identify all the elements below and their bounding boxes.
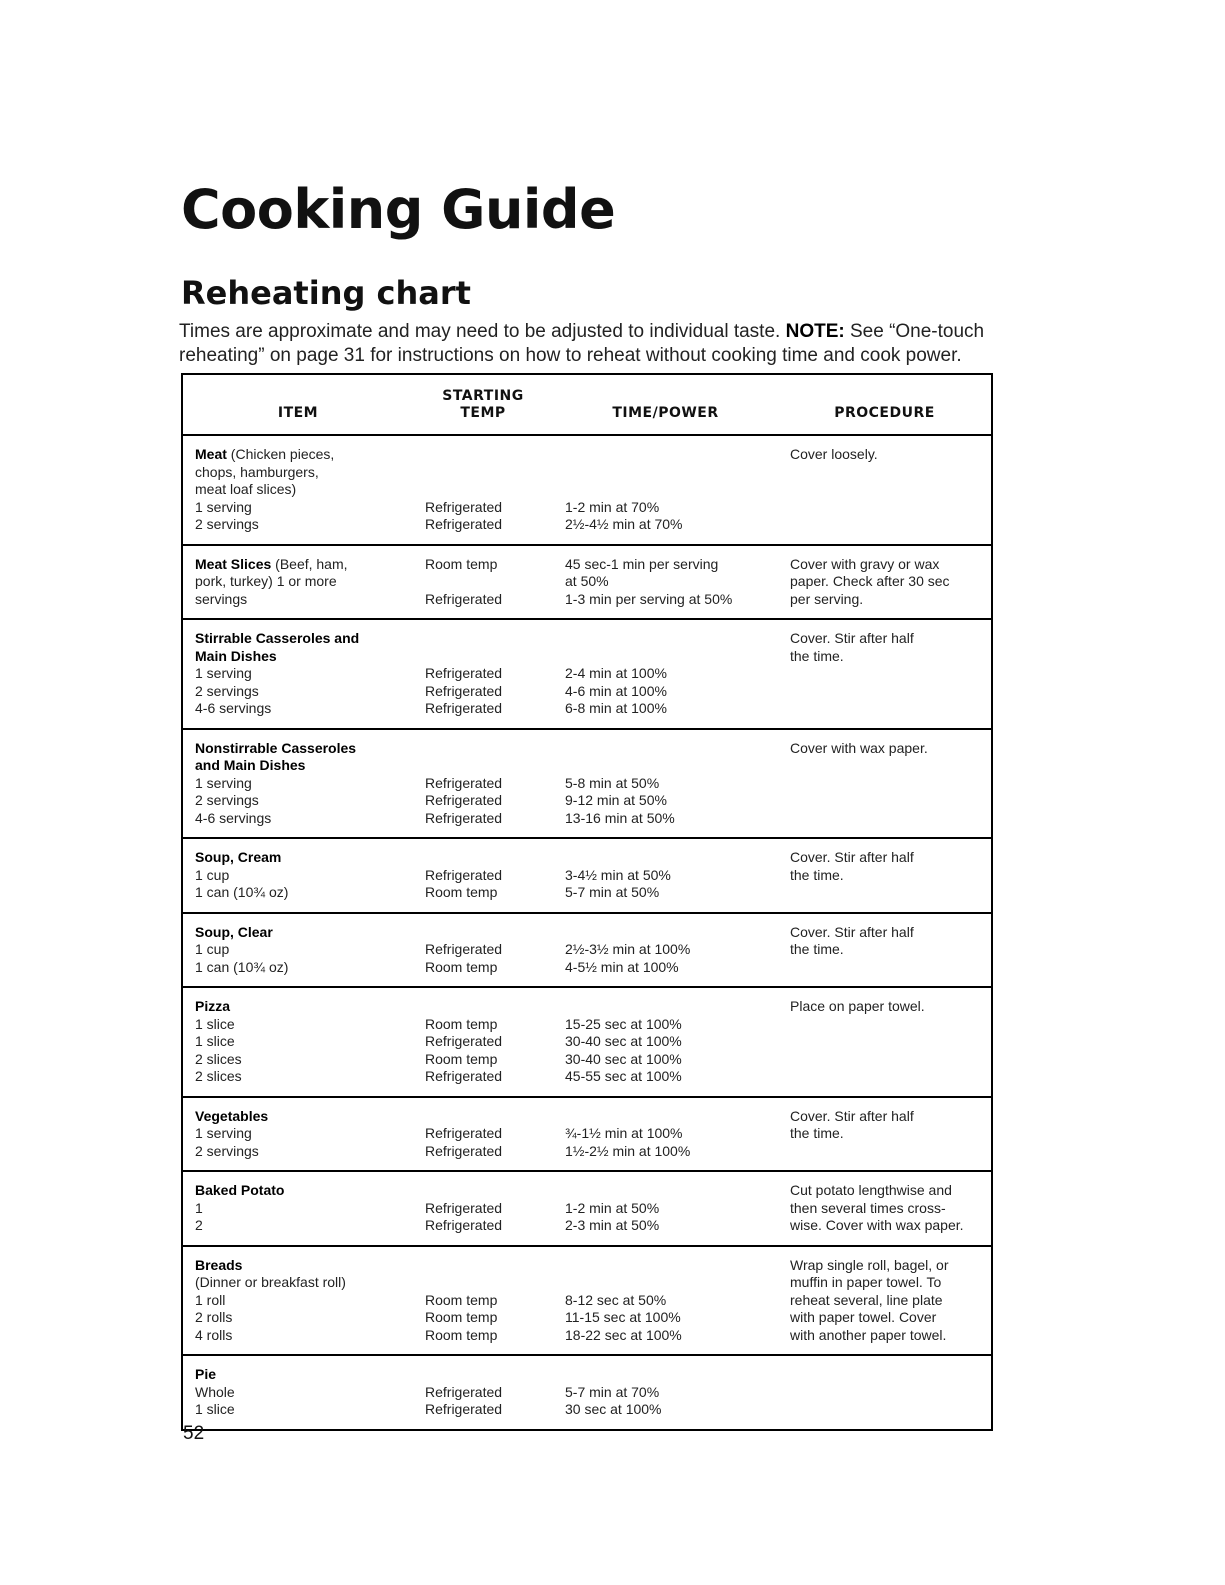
temp-line: Room temp [425,1291,498,1308]
temp-line [425,1108,553,1126]
item-cell [183,1257,413,1345]
procedure-cell [778,1366,991,1419]
temp-line: Room temp [425,1326,498,1343]
item-detail: (Chicken pieces, [226,446,335,462]
table-row [183,1098,991,1173]
item-name: Breads [195,1256,243,1273]
table-row [183,436,991,546]
procedure-line: muffin in paper towel. To [790,1274,942,1290]
procedure-line: with another paper towel. [790,1326,947,1343]
item-line: (Dinner or breakfast roll) [195,1274,346,1290]
procedure-line: paper. Check after 30 sec [790,573,950,589]
procedure-cell [778,924,991,977]
item-cell [183,1108,413,1161]
time-line [565,924,778,942]
temp-line [425,1274,553,1292]
table-row [183,914,991,989]
reheating-table [181,373,993,1431]
item-line: 2 rolls [195,1309,233,1325]
item-line: 1 can (10¾ oz) [195,958,289,975]
time-line: 15-25 sec at 100% [565,1015,682,1032]
procedure-line: Place on paper towel. [790,998,925,1014]
procedure-line: Cover. Stir after half [790,923,914,940]
item-line [195,446,413,464]
temp-line [425,740,553,758]
header-starting-temp [413,375,553,434]
item-line: 2 servings [195,1142,259,1159]
time-cell [553,446,778,534]
temp-line [425,1257,553,1275]
item-line: 4-6 servings [195,700,272,716]
table-row [183,1356,991,1431]
procedure-cell [778,740,991,828]
time-line [565,630,778,648]
item-line: 1 serving [195,1125,252,1141]
item-line: 1 cup [195,866,230,883]
procedure-line: wise. Cover with wax paper. [790,1217,964,1233]
item-line: 2 slices [195,1068,242,1084]
time-line: 2½-4½ min at 70% [565,516,683,532]
time-line: 45 sec-1 min per serving [565,555,719,572]
header-procedure: PROCEDURE [834,405,935,421]
time-cell [553,1366,778,1419]
page-title: Cooking Guide [181,178,616,241]
item-name: Meat Slices [195,555,272,572]
table-row [183,1172,991,1247]
item-name: Nonstirrable Casseroles [195,739,357,756]
time-line [565,464,778,482]
table-row [183,1247,991,1357]
time-line: 1½-2½ min at 100% [565,1142,691,1159]
time-cell [553,556,778,609]
procedure-line: Cover. Stir after half [790,849,914,865]
time-line: at 50% [565,573,609,589]
time-line: 1-2 min at 50% [565,1199,660,1216]
procedure-line: Wrap single roll, bagel, or [790,1256,949,1273]
time-cell [553,849,778,902]
time-cell [553,740,778,828]
temp-line: Room temp [425,1309,498,1325]
time-line: 8-12 sec at 50% [565,1291,667,1308]
procedure-line: the time. [790,647,844,664]
table-body [183,436,991,1431]
time-line: 11-15 sec at 100% [565,1309,681,1325]
procedure-line [790,1366,991,1384]
time-cell [553,924,778,977]
item-line [195,924,413,942]
item-line: meat loaf slices) [195,481,297,497]
item-line: Whole [195,1383,235,1400]
table-row [183,730,991,840]
time-cell [553,1108,778,1161]
temp-line: Refrigerated [425,1068,503,1084]
time-line: 30-40 sec at 100% [565,1050,682,1067]
time-line: 3-4½ min at 50% [565,866,671,883]
item-cell [183,849,413,902]
item-cell [183,924,413,977]
item-name: Meat [195,446,227,462]
time-line: 1-2 min at 70% [565,498,660,515]
intro-text-2: See “One-touch reheating” on page 31 for instructions on how to reheat without cooking time and cook power. [179,321,985,366]
temp-line [425,1182,553,1200]
item-line [195,630,413,648]
temp-cell [413,556,553,609]
item-line: 2 servings [195,682,259,699]
item-cell [183,998,413,1086]
time-line [565,740,778,758]
item-line: 2 servings [195,516,259,532]
item-line [195,1257,413,1275]
item-line: 1 cup [195,941,230,957]
temp-line: Room temp [425,884,498,900]
time-line: 4-5½ min at 100% [565,958,679,975]
temp-cell [413,998,553,1086]
item-line: 1 serving [195,774,252,791]
temp-line [425,1366,553,1384]
procedure-cell [778,1182,991,1235]
table-row [183,620,991,730]
time-line: 30-40 sec at 100% [565,1033,682,1049]
procedure-line: Cut potato lengthwise and [790,1182,952,1198]
time-line: ¾-1½ min at 100% [565,1125,683,1141]
time-line [565,849,778,867]
item-name: Pie [195,1366,217,1382]
time-line [565,1274,778,1292]
header-item: ITEM [277,405,319,421]
item-detail: (Beef, ham, [271,555,348,572]
intro-text-1: Times are approximate and may need to be adjusted to individual taste. [179,321,786,342]
temp-line [425,630,553,648]
temp-cell [413,740,553,828]
time-line [565,446,778,464]
time-line [565,481,778,499]
time-line: 4-6 min at 100% [565,682,667,699]
header-temp-line2: TEMP [460,405,506,421]
temp-line [425,998,553,1016]
item-line: 2 slices [195,1050,242,1067]
procedure-cell [778,1257,991,1345]
intro-paragraph [179,320,999,368]
temp-line: Refrigerated [425,809,503,826]
temp-line: Refrigerated [425,590,503,607]
temp-cell [413,1182,553,1235]
procedure-line: the time. [790,866,844,883]
item-line [195,849,413,867]
table-row [183,988,991,1098]
item-line [195,1366,413,1384]
time-cell [553,1257,778,1345]
item-cell [183,1182,413,1235]
temp-cell [413,446,553,534]
item-line [195,1182,413,1200]
temp-line [425,464,553,482]
time-line: 6-8 min at 100% [565,700,667,716]
time-line [565,1366,778,1384]
temp-line: Refrigerated [425,682,503,699]
temp-line: Refrigerated [425,941,503,957]
procedure-line: Cover. Stir after half [790,630,914,646]
time-line: 2-3 min at 50% [565,1217,660,1233]
temp-line [425,924,553,942]
item-line: 4-6 servings [195,809,272,826]
section-title: Reheating chart [181,274,471,312]
header-temp-line1: STARTING [442,388,524,404]
procedure-line: Cover loosely. [790,446,878,462]
temp-line: Refrigerated [425,774,503,791]
item-line: Main Dishes [195,647,277,664]
temp-line: Refrigerated [425,1401,503,1417]
item-name: Stirrable Casseroles and [195,630,360,646]
item-line: pork, turkey) 1 or more [195,573,337,589]
temp-line [425,573,553,591]
item-cell [183,1366,413,1419]
temp-line: Refrigerated [425,1383,503,1400]
procedure-line: the time. [790,941,844,957]
item-line: 2 servings [195,792,259,808]
temp-line: Room temp [425,1050,498,1067]
time-line: 30 sec at 100% [565,1401,662,1417]
procedure-line: then several times cross- [790,1199,946,1216]
item-line: 1 slice [195,1015,235,1032]
time-line: 13-16 min at 50% [565,809,675,826]
item-line: 1 serving [195,498,252,515]
temp-line: Refrigerated [425,1142,503,1159]
procedure-cell [778,630,991,718]
item-line [195,1108,413,1126]
item-name: Baked Potato [195,1182,285,1198]
item-line: and Main Dishes [195,757,306,773]
procedure-line: Cover with wax paper. [790,739,928,756]
procedure-line: Cover with gravy or wax [790,555,940,572]
temp-line: Refrigerated [425,866,503,883]
table-row [183,839,991,914]
time-line [565,1257,778,1275]
time-line: 2½-3½ min at 100% [565,941,691,957]
temp-line: Refrigerated [425,1125,503,1141]
time-line: 18-22 sec at 100% [565,1326,682,1343]
procedure-cell [778,1108,991,1161]
item-line: servings [195,590,248,607]
item-line: 1 serving [195,665,252,681]
item-cell [183,630,413,718]
temp-line [425,481,553,499]
procedure-cell [778,998,991,1086]
item-name: Soup, Clear [195,923,273,940]
temp-line: Room temp [425,958,498,975]
temp-line: Refrigerated [425,792,503,808]
time-cell [553,630,778,718]
temp-line: Room temp [425,555,498,572]
time-line [565,1182,778,1200]
item-line: 1 slice [195,1033,235,1049]
procedure-line: with paper towel. Cover [790,1309,937,1325]
item-name: Pizza [195,998,231,1014]
temp-line: Refrigerated [425,700,503,716]
temp-line [425,648,553,666]
temp-cell [413,1257,553,1345]
item-line: 2 [195,1217,203,1233]
time-line [565,1108,778,1126]
item-cell [183,446,413,534]
item-name: Vegetables [195,1107,269,1124]
temp-line [425,446,553,464]
time-line [565,757,778,775]
page-number: 52 [183,1423,205,1444]
item-cell [183,556,413,609]
temp-line: Refrigerated [425,1217,503,1233]
note-label: NOTE: [785,321,845,342]
item-line: 1 [195,1199,203,1216]
time-line [565,998,778,1016]
time-cell [553,998,778,1086]
time-line [565,648,778,666]
item-line [195,556,413,574]
time-line: 5-8 min at 50% [565,774,660,791]
item-line [195,740,413,758]
table-header [183,375,991,436]
temp-line: Room temp [425,1015,498,1032]
time-line: 9-12 min at 50% [565,792,667,808]
temp-cell [413,924,553,977]
temp-line: Refrigerated [425,1199,503,1216]
procedure-line: Cover. Stir after half [790,1107,914,1124]
time-cell [553,1182,778,1235]
time-line: 45-55 sec at 100% [565,1068,682,1084]
temp-line: Refrigerated [425,1033,503,1049]
procedure-line: per serving. [790,590,864,607]
temp-line: Refrigerated [425,498,503,515]
header-time-power: TIME/POWER [612,405,719,421]
item-line: 4 rolls [195,1326,233,1343]
item-line [195,998,413,1016]
procedure-cell [778,849,991,902]
temp-cell [413,630,553,718]
temp-line: Refrigerated [425,516,503,532]
time-line: 5-7 min at 70% [565,1383,660,1400]
temp-cell [413,1108,553,1161]
procedure-line: reheat several, line plate [790,1291,943,1308]
temp-line [425,849,553,867]
time-line: 5-7 min at 50% [565,884,660,900]
time-line: 2-4 min at 100% [565,665,667,681]
temp-line [425,757,553,775]
procedure-cell [778,556,991,609]
procedure-cell [778,446,991,534]
item-cell [183,740,413,828]
temp-line: Refrigerated [425,665,503,681]
item-line: 1 slice [195,1401,235,1417]
table-row [183,546,991,621]
item-line: 1 can (10¾ oz) [195,884,289,900]
procedure-line: the time. [790,1125,844,1141]
time-line: 1-3 min per serving at 50% [565,590,733,607]
temp-cell [413,1366,553,1419]
temp-cell [413,849,553,902]
item-line: chops, hamburgers, [195,463,319,480]
item-line: 1 roll [195,1291,226,1308]
item-name: Soup, Cream [195,849,282,865]
